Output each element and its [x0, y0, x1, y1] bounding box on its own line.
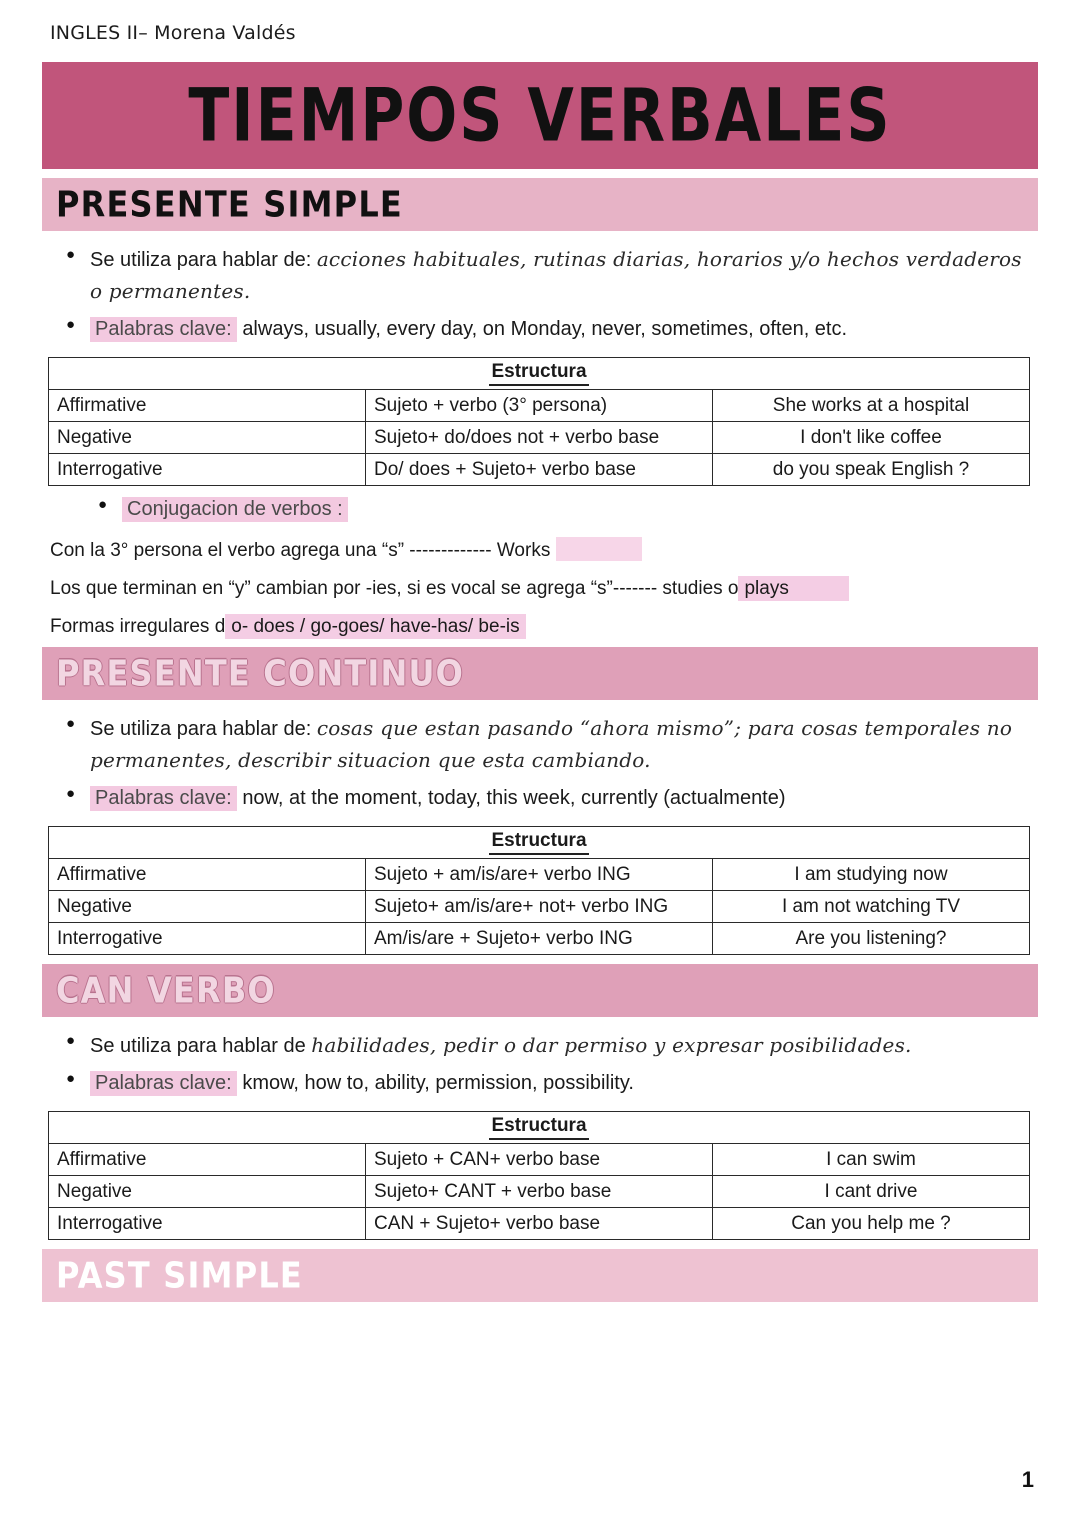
cell-example: I don't like coffee [713, 422, 1030, 454]
presente-continuo-bullets [48, 713, 1030, 814]
note-text: Los que terminan en “y” cambian por -ies, si es vocal se agrega “s”------- studies o [50, 578, 739, 599]
cell-type: Negative [49, 891, 366, 923]
usage-label: Se utiliza para hablar de [90, 1035, 306, 1057]
table-row [49, 923, 1030, 955]
estructura-table-can-verbo [48, 1111, 1030, 1240]
section-heading-presente-simple [42, 178, 1038, 231]
cell-example: Can you help me ? [713, 1208, 1030, 1240]
cell-example: do you speak English ? [713, 454, 1030, 486]
cell-example: I cant drive [713, 1176, 1030, 1208]
table-header-row [49, 827, 1030, 859]
keywords-label: Palabras clave: [90, 786, 237, 811]
usage-text: acciones habituales, rutinas diarias, horarios y/o hechos verdaderos o permanentes. [90, 247, 1022, 303]
cell-type: Negative [49, 422, 366, 454]
section-heading-can-verbo [42, 964, 1038, 1017]
cell-type: Affirmative [49, 859, 366, 891]
blank-highlight [556, 537, 642, 561]
list-item [90, 713, 1030, 777]
cell-type: Interrogative [49, 1208, 366, 1240]
table-header-row [49, 1112, 1030, 1144]
cell-type: Interrogative [49, 923, 366, 955]
cell-structure: Am/is/are + Sujeto+ verbo ING [366, 923, 713, 955]
note-highlight: o- does / go-goes/ have-has/ be-is [225, 614, 525, 639]
note-text: Formas irregulares d [50, 616, 226, 637]
cell-example: Are you listening? [713, 923, 1030, 955]
usage-text: cosas que estan pasando “ahora mismo”; para cosas temporales no permanentes, describir situacion que esta cambiando. [90, 716, 1013, 772]
note-line-1 [50, 537, 1030, 562]
cell-type: Negative [49, 1176, 366, 1208]
table-row [49, 891, 1030, 923]
section-heading-past-simple [42, 1249, 1038, 1302]
cell-structure: Sujeto+ am/is/are+ not+ verbo ING [366, 891, 713, 923]
table-row [49, 390, 1030, 422]
cell-structure: Sujeto + CAN+ verbo base [366, 1144, 713, 1176]
cell-structure: CAN + Sujeto+ verbo base [366, 1208, 713, 1240]
keywords-label: Palabras clave: [90, 317, 237, 342]
estructura-table-presente-continuo [48, 826, 1030, 955]
section-heading-label: CAN VERBO [56, 968, 276, 1012]
usage-text: habilidades, pedir o dar permiso y expresar posibilidades. [311, 1033, 912, 1057]
document-title-banner [42, 62, 1038, 169]
cell-example: I can swim [713, 1144, 1030, 1176]
cell-example: She works at a hospital [713, 390, 1030, 422]
conjugacion-label: Conjugacion de verbos : [122, 497, 348, 522]
cell-example: I am studying now [713, 859, 1030, 891]
section-heading-label: PRESENTE SIMPLE [56, 182, 403, 226]
list-item [90, 244, 1030, 308]
cell-structure: Sujeto+ CANT + verbo base [366, 1176, 713, 1208]
list-item [90, 314, 1030, 345]
cell-type: Affirmative [49, 1144, 366, 1176]
table-row [49, 859, 1030, 891]
cell-structure: Sujeto + am/is/are+ verbo ING [366, 859, 713, 891]
conjugacion-sub-bullet [48, 498, 1030, 521]
section-heading-label: PAST SIMPLE [56, 1253, 303, 1297]
presente-simple-bullets [48, 244, 1030, 345]
table-row [49, 1144, 1030, 1176]
note-highlight: plays [738, 576, 794, 601]
table-header-row [49, 358, 1030, 390]
note-line-2 [50, 578, 1030, 600]
estructura-table-presente-simple [48, 357, 1030, 486]
table-row [49, 1208, 1030, 1240]
cell-type: Affirmative [49, 390, 366, 422]
table-row [49, 1176, 1030, 1208]
cell-structure: Sujeto+ do/does not + verbo base [366, 422, 713, 454]
section-heading-presente-continuo [42, 647, 1038, 700]
usage-label: Se utiliza para hablar de: [90, 249, 312, 271]
keywords-text: now, at the moment, today, this week, currently (actualmente) [242, 787, 786, 809]
list-item [90, 1030, 1030, 1062]
keywords-label: Palabras clave: [90, 1071, 237, 1096]
note-highlight-tail [795, 576, 849, 601]
can-verbo-bullets [48, 1030, 1030, 1099]
note-text: Con la 3° persona el verbo agrega una “s” ------------- Works [50, 540, 551, 561]
note-line-3 [50, 616, 1030, 638]
table-header-label: Estructura [489, 361, 588, 386]
table-row [49, 454, 1030, 486]
cell-example: I am not watching TV [713, 891, 1030, 923]
list-item [122, 498, 1030, 521]
section-heading-label: PRESENTE CONTINUO [56, 651, 465, 695]
table-header-label: Estructura [489, 830, 588, 855]
usage-label: Se utiliza para hablar de: [90, 718, 312, 740]
table-row [49, 422, 1030, 454]
list-item [90, 1068, 1030, 1099]
list-item [90, 783, 1030, 814]
keywords-text: kmow, how to, ability, permission, possibility. [242, 1072, 634, 1094]
cell-type: Interrogative [49, 454, 366, 486]
page-title: TIEMPOS VERBALES [188, 72, 892, 159]
keywords-text: always, usually, every day, on Monday, never, sometimes, often, etc. [242, 318, 848, 340]
cell-structure: Sujeto + verbo (3° persona) [366, 390, 713, 422]
page-number: 1 [1021, 1467, 1034, 1492]
course-header: INGLES II– Morena Valdés [50, 22, 296, 44]
table-header-label: Estructura [489, 1115, 588, 1140]
cell-structure: Do/ does + Sujeto+ verbo base [366, 454, 713, 486]
